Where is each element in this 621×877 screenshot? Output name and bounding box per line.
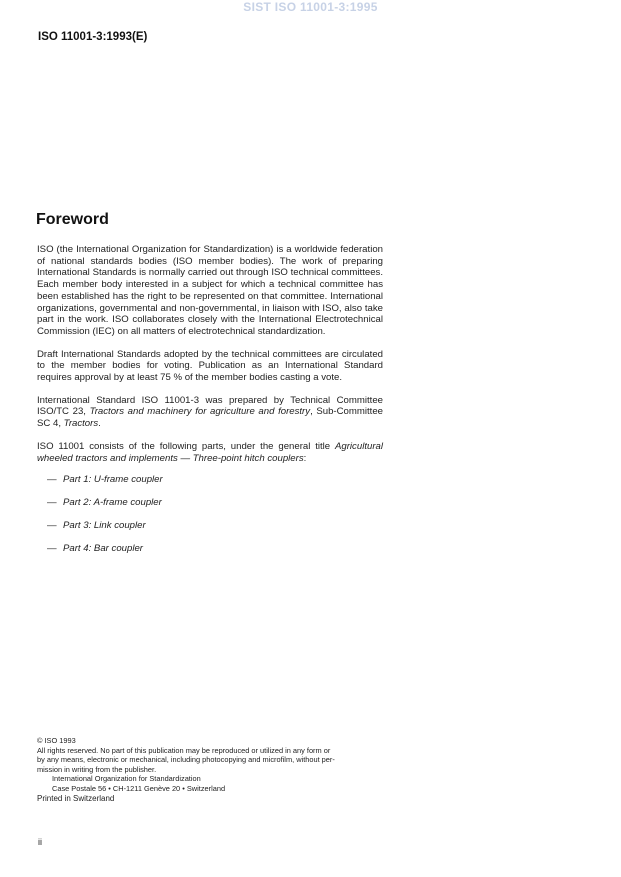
part-title: Part 1: U-frame coupler	[63, 474, 163, 486]
subcommittee-title: Tractors	[63, 418, 99, 430]
copyright-line: © ISO 1993	[37, 736, 76, 745]
organization-name: International Organization for Standardization	[52, 774, 201, 784]
watermark: SIST ISO 11001-3:1995	[243, 0, 378, 14]
list-item	[37, 474, 383, 497]
paragraph-draft-standards: Draft International Standards adopted by the technical committees are circulated to the member bodies for voting. Publication as an International Standard requires approval by at least 75 % of the member bodies casting a vote.	[37, 348, 383, 384]
rights-line: All rights reserved. No part of this publication may be reproduced or utilized in any form or	[37, 745, 331, 755]
list-item	[37, 543, 383, 566]
page-title: Foreword	[36, 211, 109, 228]
printed-in: Printed in Switzerland	[37, 793, 115, 803]
copyright-block	[37, 736, 387, 803]
dash: —	[47, 497, 57, 509]
part-title: Part 4: Bar coupler	[63, 543, 143, 555]
part-title: Part 2: A-frame coupler	[63, 497, 162, 509]
general-title: Agricultural wheeled tractors and implements — Three-point hitch couplers	[37, 440, 383, 464]
dash: —	[47, 474, 57, 486]
text-span: .	[98, 418, 101, 430]
page-number: ii	[38, 837, 42, 847]
list-item	[37, 497, 383, 520]
committee-title: Tractors and machinery for agriculture and forestry	[89, 406, 311, 418]
text-span: International Standard ISO 11001-3 was prepared by Technical Committee ISO/TC 23,	[37, 394, 383, 418]
dash: —	[47, 543, 57, 555]
paragraph-prepared-by	[37, 395, 383, 430]
paragraph-parts-intro	[37, 441, 383, 464]
part-title: Part 3: Link coupler	[63, 520, 146, 532]
text-span: ISO 11001 consists of the following parts, under the general title	[37, 440, 335, 452]
organization-address: Case Postale 56 • CH-1211 Genève 20 • Switzerland	[52, 783, 226, 793]
text-span: , Sub-Committee SC 4,	[37, 406, 384, 430]
dash: —	[47, 520, 57, 532]
paragraph-iso-intro: ISO (the International Organization for Standardization) is a worldwide federation of national standards bodies (ISO member bodies). The work of preparing International Standards is normally carried out through ISO technical committees. Each member body interested in a subject for which a technical committee has been established has the right to be represented on that committee. International organizations, governmental and non-governmental, in liaison with ISO, also take part in the work. ISO collaborates closely with the International Electrotechnical Commission (IEC) on all matters of electrotechnical standardization.	[37, 244, 383, 337]
document-id: ISO 11001-3:1993(E)	[38, 31, 148, 43]
rights-line: mission in writing from the publisher.	[37, 764, 157, 774]
parts-list	[37, 474, 383, 566]
foreword-body	[37, 244, 383, 566]
list-item	[37, 520, 383, 543]
rights-line: by any means, electronic or mechanical, including photocopying and microfilm, without per-	[37, 755, 335, 765]
text-span: :	[303, 452, 307, 464]
